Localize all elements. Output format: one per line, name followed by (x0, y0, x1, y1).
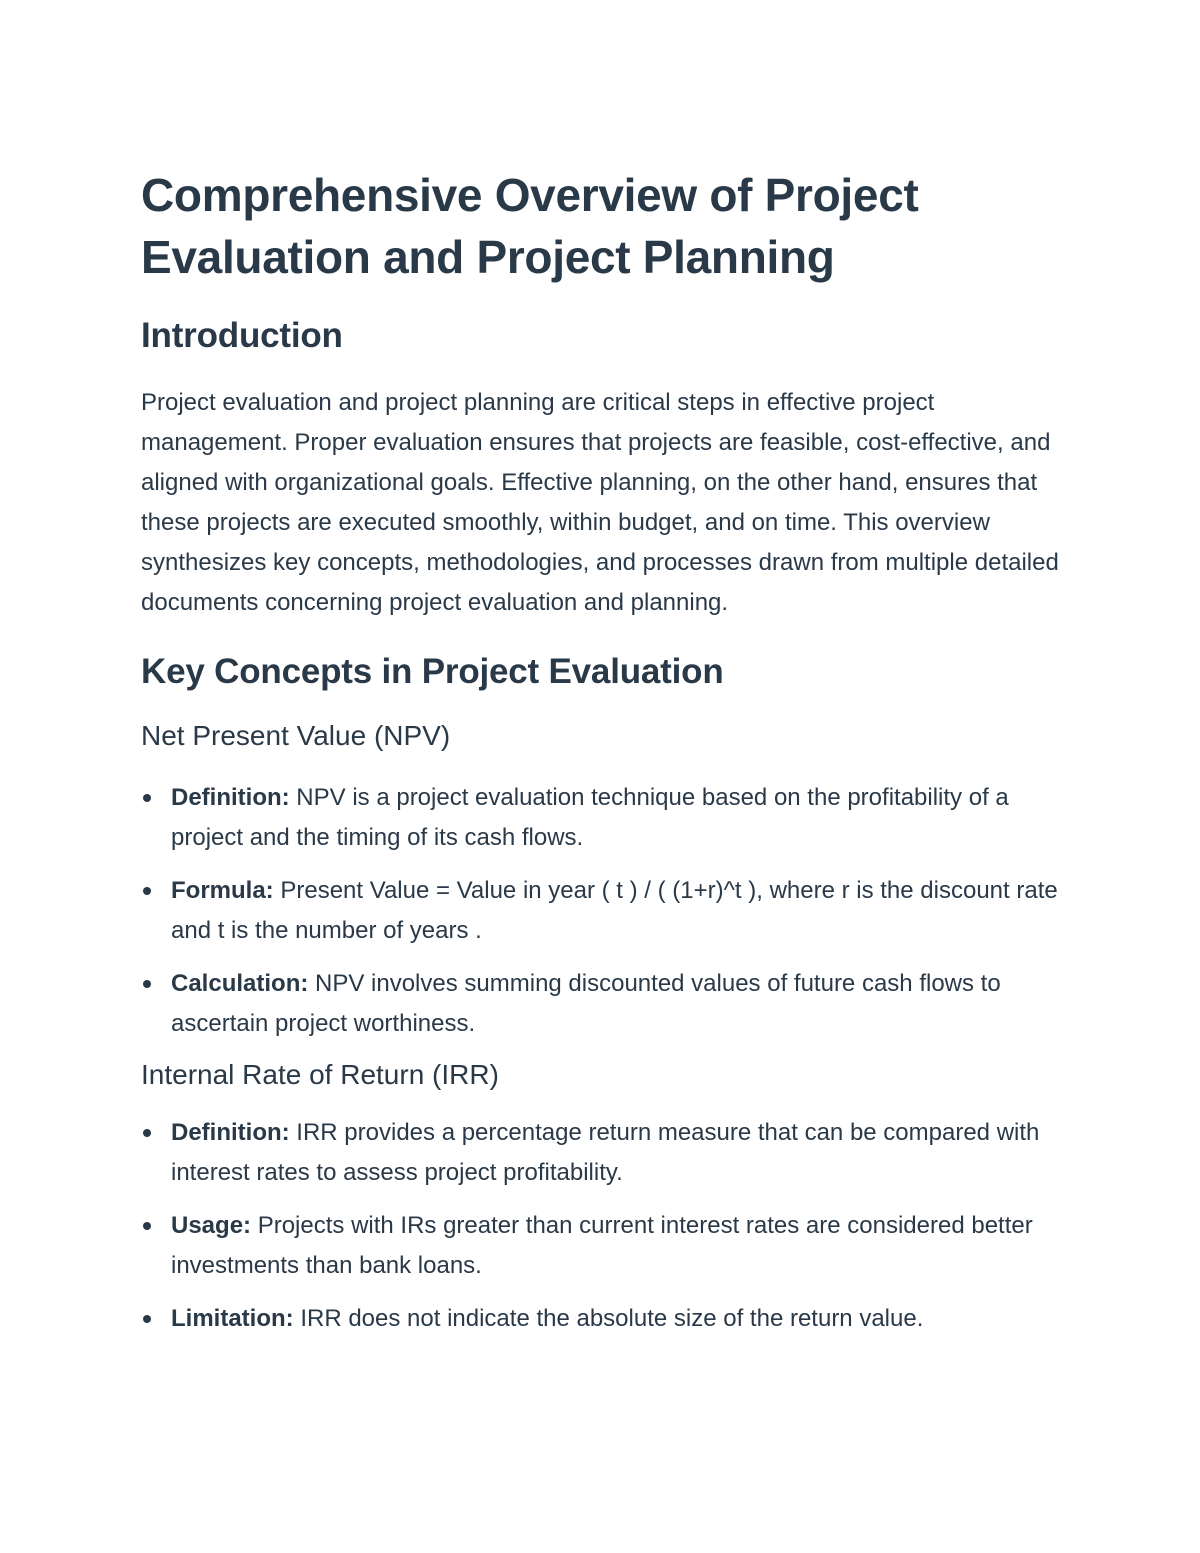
list-item (141, 1299, 1061, 1339)
irr-heading: Internal Rate of Return (IRR) (141, 1059, 499, 1090)
bullet-icon (143, 1222, 151, 1230)
list-item (141, 1113, 1061, 1193)
list-item (141, 964, 1061, 1044)
item-label: Limitation: (171, 1305, 294, 1332)
key-concepts-heading: Key Concepts in Project Evaluation (141, 652, 724, 691)
item-text: NPV involves summing discounted values of future cash flows to ascertain project worthiness. (171, 970, 1001, 1037)
item-text: NPV is a project evaluation technique based on the profitability of a project and the timing of its cash flows. (171, 784, 1009, 851)
item-label: Calculation: (171, 970, 309, 997)
list-item (141, 1206, 1061, 1286)
introduction-paragraph: Project evaluation and project planning are critical steps in effective project management. Proper evaluation ensures that projects are feasible, cost-effective, and aligned with organizational goals. Effective planning, on the other hand, ensures that these projects are executed smoothly, within budget, and on time. This overview synthesizes key concepts, methodologies, and processes drawn from multiple detailed documents concerning project evaluation and planning. (141, 389, 1059, 616)
item-text: Projects with IRs greater than current interest rates are considered better investments than bank loans. (171, 1212, 1033, 1279)
item-text: Present Value = Value in year ( t ) / ( (1+r)^t ), where r is the discount rate and t is the number of years . (171, 877, 1058, 944)
bullet-icon (143, 794, 151, 802)
item-label: Formula: (171, 877, 274, 904)
introduction-heading: Introduction (141, 316, 343, 355)
item-text: IRR provides a percentage return measure that can be compared with interest rates to assess project profitability. (171, 1119, 1040, 1186)
irr-list (141, 1113, 1061, 1339)
item-label: Definition: (171, 784, 290, 811)
bullet-icon (143, 1129, 151, 1137)
npv-list (141, 778, 1061, 1044)
bullet-icon (143, 1315, 151, 1323)
item-label: Usage: (171, 1212, 252, 1239)
npv-heading: Net Present Value (NPV) (141, 720, 451, 751)
item-label: Definition: (171, 1119, 290, 1146)
list-item (141, 871, 1061, 951)
item-text: IRR does not indicate the absolute size of the return value. (293, 1305, 924, 1332)
document-title: Comprehensive Overview of Project Evaluation and Project Planning (141, 169, 919, 283)
document-page (141, 164, 1061, 1339)
list-item (141, 778, 1061, 858)
bullet-icon (143, 887, 151, 895)
bullet-icon (143, 980, 151, 988)
